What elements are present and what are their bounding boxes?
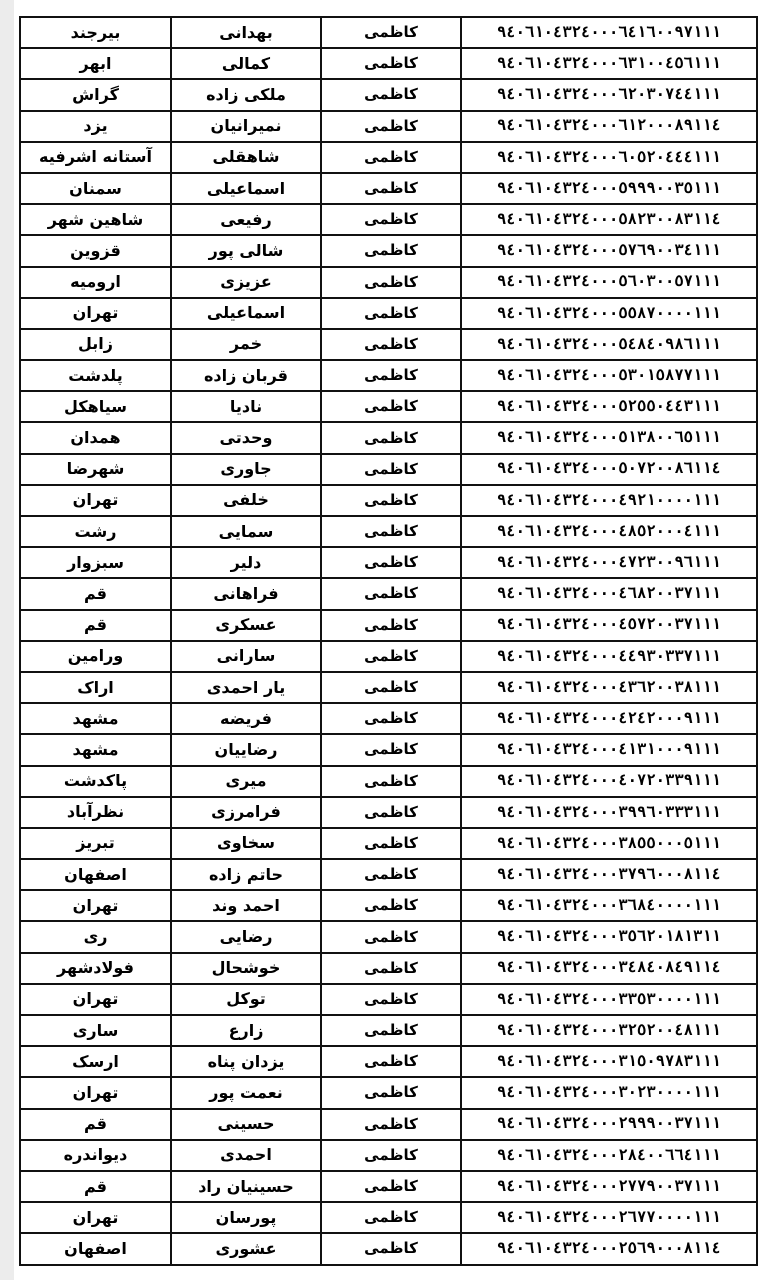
surname-cell: کاظمی xyxy=(321,828,461,859)
page-margin-strip xyxy=(0,0,14,1280)
city-cell: نظرآباد xyxy=(20,797,171,828)
code-cell: ۹٤۰٦۱۰٤۳۲٤۰۰۰٤۷۲۳۰۰۹٦۱۱۱ xyxy=(461,547,757,578)
table-row xyxy=(20,516,757,547)
surname-cell: کاظمی xyxy=(321,1140,461,1171)
code-cell: ۹٤۰٦۱۰٤۳۲٤۰۰۰٤۸٥۲۰۰۰٤۱۱۱ xyxy=(461,516,757,547)
code-cell: ۹٤۰٦۱۰٤۳۲٤۰۰۰۳۳٥۳۰۰۰۰۱۱۱ xyxy=(461,984,757,1015)
city-cell: قم xyxy=(20,1109,171,1140)
family-name-cell: پورسان xyxy=(171,1202,321,1233)
family-name-cell: میری xyxy=(171,766,321,797)
code-cell: ۹٤۰٦۱۰٤۳۲٤۰۰۰۳٤۸٤۰۸٤۹۱۱٤ xyxy=(461,953,757,984)
table-row xyxy=(20,610,757,641)
family-name-cell: رضایی xyxy=(171,921,321,952)
city-cell: شاهین شهر xyxy=(20,204,171,235)
surname-cell: کاظمی xyxy=(321,111,461,142)
family-name-cell: جاوری xyxy=(171,454,321,485)
surname-cell: کاظمی xyxy=(321,1046,461,1077)
code-cell: ۹٤۰٦۱۰٤۳۲٤۰۰۰۳۷۹٦۰۰۰۸۱۱٤ xyxy=(461,859,757,890)
surname-cell: کاظمی xyxy=(321,641,461,672)
surname-cell: کاظمی xyxy=(321,391,461,422)
surname-cell: کاظمی xyxy=(321,173,461,204)
family-name-cell: وحدتی xyxy=(171,422,321,453)
family-name-cell: نعمت پور xyxy=(171,1077,321,1108)
table-row xyxy=(20,703,757,734)
table-row xyxy=(20,1233,757,1264)
family-name-cell: توکل xyxy=(171,984,321,1015)
family-name-cell: ملکی زاده xyxy=(171,79,321,110)
code-cell: ۹٤۰٦۱۰٤۳۲٤۰۰۰۲۹۹۹۰۰۳۷۱۱۱ xyxy=(461,1109,757,1140)
table-row xyxy=(20,1077,757,1108)
city-cell: ری xyxy=(20,921,171,952)
code-cell: ۹٤۰٦۱۰٤۳۲٤۰۰۰۳۱٥۰۹۷۸۳۱۱۱ xyxy=(461,1046,757,1077)
family-name-cell: رفیعی xyxy=(171,204,321,235)
family-name-cell: عسکری xyxy=(171,610,321,641)
table-row xyxy=(20,547,757,578)
table-row xyxy=(20,921,757,952)
surname-cell: کاظمی xyxy=(321,672,461,703)
surname-cell: کاظمی xyxy=(321,1233,461,1264)
city-cell: ساری xyxy=(20,1015,171,1046)
table-row xyxy=(20,672,757,703)
table-row xyxy=(20,360,757,391)
city-cell: قزوین xyxy=(20,235,171,266)
surname-cell: کاظمی xyxy=(321,360,461,391)
city-cell: پاکدشت xyxy=(20,766,171,797)
code-cell: ۹٤۰٦۱۰٤۳۲٤۰۰۰٥۲٥٥۰٤٤۳۱۱۱ xyxy=(461,391,757,422)
table-row xyxy=(20,1046,757,1077)
family-name-cell: سارانی xyxy=(171,641,321,672)
family-name-cell: خمر xyxy=(171,329,321,360)
family-name-cell: سمایی xyxy=(171,516,321,547)
city-cell: قم xyxy=(20,610,171,641)
code-cell: ۹٤۰٦۱۰٤۳۲٤۰۰۰٦٤۱٦۰۰۹۷۱۱۱ xyxy=(461,17,757,48)
table-row xyxy=(20,391,757,422)
table-row xyxy=(20,267,757,298)
city-cell: ارسک xyxy=(20,1046,171,1077)
code-cell: ۹٤۰٦۱۰٤۳۲٤۰۰۰۳٦۸٤۰۰۰۰۱۱۱ xyxy=(461,890,757,921)
city-cell: اصفهان xyxy=(20,859,171,890)
city-cell: رشت xyxy=(20,516,171,547)
family-name-cell: احمدی xyxy=(171,1140,321,1171)
code-cell: ۹٤۰٦۱۰٤۳۲٤۰۰۰٦۲۰۳۰۷٤٤۱۱۱ xyxy=(461,79,757,110)
code-cell: ۹٤۰٦۱۰٤۳۲٤۰۰۰۲۸٤۰۰٦٦٤۱۱۱ xyxy=(461,1140,757,1171)
code-cell: ۹٤۰٦۱۰٤۳۲٤۰۰۰۳۲٥۲۰۰٤۸۱۱۱ xyxy=(461,1015,757,1046)
surname-cell: کاظمی xyxy=(321,48,461,79)
code-cell: ۹٤۰٦۱۰٤۳۲٤۰۰۰٥٤۸٤۰۹۸٦۱۱۱ xyxy=(461,329,757,360)
code-cell: ۹٤۰٦۱۰٤۳۲٤۰۰۰٥٦۰۳۰۰٥۷۱۱۱ xyxy=(461,267,757,298)
city-cell: مشهد xyxy=(20,703,171,734)
city-cell: فولادشهر xyxy=(20,953,171,984)
surname-cell: کاظمی xyxy=(321,734,461,765)
surname-cell: کاظمی xyxy=(321,17,461,48)
table-row xyxy=(20,111,757,142)
document-table-container xyxy=(19,16,756,1266)
city-cell: ورامین xyxy=(20,641,171,672)
family-name-cell: خلفی xyxy=(171,485,321,516)
table-row xyxy=(20,79,757,110)
table-row xyxy=(20,734,757,765)
city-cell: تهران xyxy=(20,298,171,329)
records-table xyxy=(19,16,758,1266)
table-row xyxy=(20,1015,757,1046)
table-row xyxy=(20,235,757,266)
city-cell: قم xyxy=(20,578,171,609)
code-cell: ۹٤۰٦۱۰٤۳۲٤۰۰۰۲۷۷۹۰۰۳۷۱۱۱ xyxy=(461,1171,757,1202)
surname-cell: کاظمی xyxy=(321,142,461,173)
surname-cell: کاظمی xyxy=(321,578,461,609)
city-cell: اراک xyxy=(20,672,171,703)
city-cell: ارومیه xyxy=(20,267,171,298)
surname-cell: کاظمی xyxy=(321,953,461,984)
city-cell: تهران xyxy=(20,1202,171,1233)
surname-cell: کاظمی xyxy=(321,329,461,360)
code-cell: ۹٤۰٦۱۰٤۳۲٤۰۰۰٥۷٦۹۰۰۳٤۱۱۱ xyxy=(461,235,757,266)
surname-cell: کاظمی xyxy=(321,1015,461,1046)
table-row xyxy=(20,142,757,173)
city-cell: تهران xyxy=(20,984,171,1015)
surname-cell: کاظمی xyxy=(321,1077,461,1108)
family-name-cell: شاهقلی xyxy=(171,142,321,173)
code-cell: ۹٤۰٦۱۰٤۳۲٤۰۰۰٤۲٤۲۰۰۰۹۱۱۱ xyxy=(461,703,757,734)
code-cell: ۹٤۰٦۱۰٤۳۲٤۰۰۰٥۱۳۸۰۰٦٥۱۱۱ xyxy=(461,422,757,453)
table-row xyxy=(20,953,757,984)
table-row xyxy=(20,641,757,672)
family-name-cell: خوشحال xyxy=(171,953,321,984)
code-cell: ۹٤۰٦۱۰٤۳۲٤۰۰۰٤۳٦۲۰۰۳۸۱۱۱ xyxy=(461,672,757,703)
family-name-cell: شالی پور xyxy=(171,235,321,266)
surname-cell: کاظمی xyxy=(321,1202,461,1233)
surname-cell: کاظمی xyxy=(321,859,461,890)
city-cell: تبریز xyxy=(20,828,171,859)
city-cell: قم xyxy=(20,1171,171,1202)
family-name-cell: عزیزی xyxy=(171,267,321,298)
code-cell: ۹٤۰٦۱۰٤۳۲٤۰۰۰٤۰۷۲۰۳۳۹۱۱۱ xyxy=(461,766,757,797)
surname-cell: کاظمی xyxy=(321,1171,461,1202)
city-cell: سبزوار xyxy=(20,547,171,578)
table-row xyxy=(20,890,757,921)
family-name-cell: نادیا xyxy=(171,391,321,422)
family-name-cell: رضاییان xyxy=(171,734,321,765)
code-cell: ۹٤۰٦۱۰٤۳۲٤۰۰۰٥٥۸۷۰۰۰۰۱۱۱ xyxy=(461,298,757,329)
code-cell: ۹٤۰٦۱۰٤۳۲٤۰۰۰۳۹۹٦۰۳۳۳۱۱۱ xyxy=(461,797,757,828)
code-cell: ۹٤۰٦۱۰٤۳۲٤۰۰۰٤٦۸۲۰۰۳۷۱۱۱ xyxy=(461,578,757,609)
family-name-cell: فرامرزی xyxy=(171,797,321,828)
surname-cell: کاظمی xyxy=(321,703,461,734)
surname-cell: کاظمی xyxy=(321,797,461,828)
code-cell: ۹٤۰٦۱۰٤۳۲٤۰۰۰٥۸۲۳۰۰۸۳۱۱٤ xyxy=(461,204,757,235)
table-row xyxy=(20,828,757,859)
table-row xyxy=(20,298,757,329)
table-row xyxy=(20,797,757,828)
city-cell: اصفهان xyxy=(20,1233,171,1264)
city-cell: شهرضا xyxy=(20,454,171,485)
family-name-cell: اسماعیلی xyxy=(171,173,321,204)
surname-cell: کاظمی xyxy=(321,422,461,453)
city-cell: تهران xyxy=(20,1077,171,1108)
family-name-cell: سخاوی xyxy=(171,828,321,859)
family-name-cell: قربان زاده xyxy=(171,360,321,391)
surname-cell: کاظمی xyxy=(321,235,461,266)
surname-cell: کاظمی xyxy=(321,516,461,547)
table-row xyxy=(20,454,757,485)
city-cell: سمنان xyxy=(20,173,171,204)
surname-cell: کاظمی xyxy=(321,547,461,578)
table-row xyxy=(20,204,757,235)
family-name-cell: بهدانی xyxy=(171,17,321,48)
family-name-cell: یار احمدی xyxy=(171,672,321,703)
city-cell: همدان xyxy=(20,422,171,453)
code-cell: ۹٤۰٦۱۰٤۳۲٤۰۰۰۳٥٦۲۰۱۸۱۳۱۱ xyxy=(461,921,757,952)
family-name-cell: حسینیان راد xyxy=(171,1171,321,1202)
table-row xyxy=(20,984,757,1015)
city-cell: تهران xyxy=(20,485,171,516)
city-cell: زابل xyxy=(20,329,171,360)
code-cell: ۹٤۰٦۱۰٤۳۲٤۰۰۰٤٥۷۲۰۰۳۷۱۱۱ xyxy=(461,610,757,641)
code-cell: ۹٤۰٦۱۰٤۳۲٤۰۰۰۳۰۲۳۰۰۰۰۱۱۱ xyxy=(461,1077,757,1108)
surname-cell: کاظمی xyxy=(321,1109,461,1140)
table-row xyxy=(20,859,757,890)
family-name-cell: اسماعیلی xyxy=(171,298,321,329)
family-name-cell: احمد وند xyxy=(171,890,321,921)
surname-cell: کاظمی xyxy=(321,485,461,516)
surname-cell: کاظمی xyxy=(321,984,461,1015)
surname-cell: کاظمی xyxy=(321,204,461,235)
surname-cell: کاظمی xyxy=(321,454,461,485)
table-row xyxy=(20,766,757,797)
surname-cell: کاظمی xyxy=(321,79,461,110)
city-cell: ابهر xyxy=(20,48,171,79)
table-row xyxy=(20,48,757,79)
table-row xyxy=(20,578,757,609)
surname-cell: کاظمی xyxy=(321,921,461,952)
code-cell: ۹٤۰٦۱۰٤۳۲٤۰۰۰۲٦۷۷۰۰۰۰۱۱۱ xyxy=(461,1202,757,1233)
code-cell: ۹٤۰٦۱۰٤۳۲٤۰۰۰٥۰۷۲۰۰۸٦۱۱٤ xyxy=(461,454,757,485)
surname-cell: کاظمی xyxy=(321,610,461,641)
code-cell: ۹٤۰٦۱۰٤۳۲٤۰۰۰٥۹۹۹۰۰۳٥۱۱۱ xyxy=(461,173,757,204)
table-row xyxy=(20,173,757,204)
city-cell: یزد xyxy=(20,111,171,142)
family-name-cell: فریضه xyxy=(171,703,321,734)
code-cell: ۹٤۰٦۱۰٤۳۲٤۰۰۰٦۱۲۰۰۰۸۹۱۱٤ xyxy=(461,111,757,142)
code-cell: ۹٤۰٦۱۰٤۳۲٤۰۰۰٤۹۲۱۰۰۰۰۱۱۱ xyxy=(461,485,757,516)
city-cell: پلدشت xyxy=(20,360,171,391)
table-row xyxy=(20,17,757,48)
code-cell: ۹٤۰٦۱۰٤۳۲٤۰۰۰٦۳۱۰۰٤٥٦۱۱۱ xyxy=(461,48,757,79)
city-cell: تهران xyxy=(20,890,171,921)
code-cell: ۹٤۰٦۱۰٤۳۲٤۰۰۰٤٤۹۳۰۳۳۷۱۱۱ xyxy=(461,641,757,672)
surname-cell: کاظمی xyxy=(321,890,461,921)
city-cell: بیرجند xyxy=(20,17,171,48)
city-cell: آستانه اشرفیه xyxy=(20,142,171,173)
code-cell: ۹٤۰٦۱۰٤۳۲٤۰۰۰٥۳۰۱٥۸۷۷۱۱۱ xyxy=(461,360,757,391)
table-row xyxy=(20,1171,757,1202)
surname-cell: کاظمی xyxy=(321,267,461,298)
city-cell: سیاهکل xyxy=(20,391,171,422)
family-name-cell: نمیرانیان xyxy=(171,111,321,142)
city-cell: مشهد xyxy=(20,734,171,765)
family-name-cell: حاتم زاده xyxy=(171,859,321,890)
family-name-cell: عشوری xyxy=(171,1233,321,1264)
family-name-cell: زارع xyxy=(171,1015,321,1046)
family-name-cell: حسینی xyxy=(171,1109,321,1140)
table-row xyxy=(20,485,757,516)
code-cell: ۹٤۰٦۱۰٤۳۲٤۰۰۰٦۰٥۲۰٤٤٤۱۱۱ xyxy=(461,142,757,173)
code-cell: ۹٤۰٦۱۰٤۳۲٤۰۰۰٤۱۳۱۰۰۰۹۱۱۱ xyxy=(461,734,757,765)
surname-cell: کاظمی xyxy=(321,766,461,797)
table-row xyxy=(20,1140,757,1171)
family-name-cell: فراهانی xyxy=(171,578,321,609)
family-name-cell: کمالی xyxy=(171,48,321,79)
family-name-cell: یزدان پناه xyxy=(171,1046,321,1077)
table-row xyxy=(20,1202,757,1233)
records-table-body xyxy=(20,17,757,1265)
city-cell: دیواندره xyxy=(20,1140,171,1171)
surname-cell: کاظمی xyxy=(321,298,461,329)
code-cell: ۹٤۰٦۱۰٤۳۲٤۰۰۰۳۸٥٥۰۰۰٥۱۱۱ xyxy=(461,828,757,859)
table-row xyxy=(20,1109,757,1140)
code-cell: ۹٤۰٦۱۰٤۳۲٤۰۰۰۲٥٦۹۰۰۰۸۱۱٤ xyxy=(461,1233,757,1264)
city-cell: گراش xyxy=(20,79,171,110)
table-row xyxy=(20,422,757,453)
table-row xyxy=(20,329,757,360)
family-name-cell: دلیر xyxy=(171,547,321,578)
